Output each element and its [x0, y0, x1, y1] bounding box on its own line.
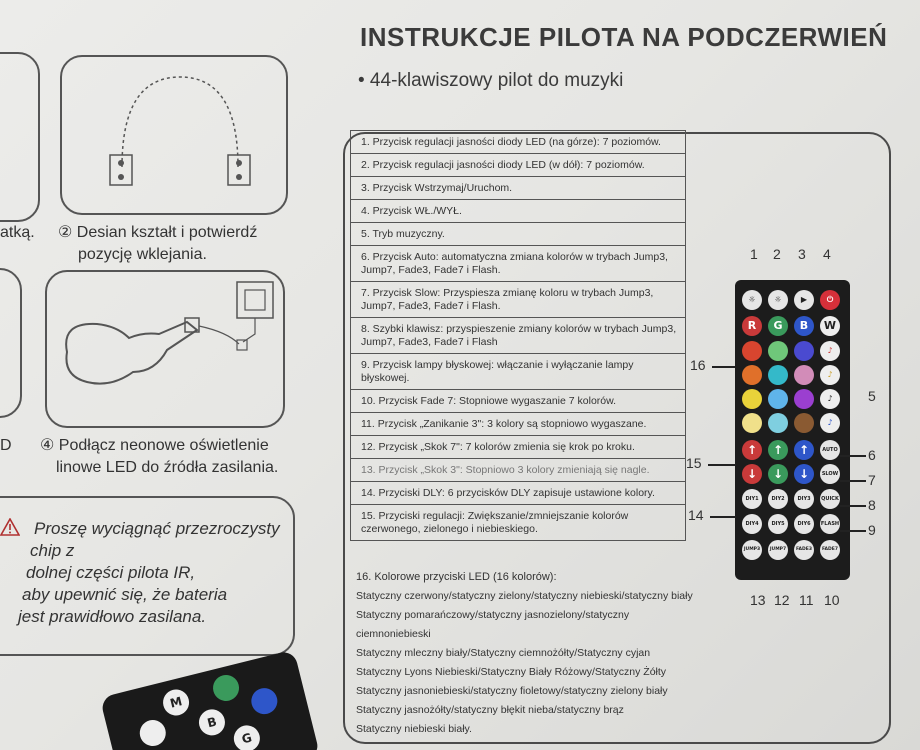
- diy-key: DIY6: [794, 514, 814, 534]
- remote-label-16: 16: [690, 357, 706, 373]
- red-key: R: [742, 316, 762, 336]
- step2-line2: pozycję wklejania.: [78, 246, 207, 263]
- color-key: [742, 389, 762, 409]
- color-list-line: Statyczny jasnożółty/statyczny błękit nieba/statyczny brąz: [356, 704, 624, 716]
- instruction-row: 10. Przycisk Fade 7: Stopniowe wygaszanie 7 kolorów.: [351, 389, 685, 412]
- color-key: [768, 389, 788, 409]
- color-list: [350, 568, 695, 739]
- step2-caption: [58, 222, 298, 266]
- color-key: [794, 389, 814, 409]
- instruction-row: 11. Przycisk „Zanikanie 3": 3 kolory są stopniowo wygaszane.: [351, 412, 685, 435]
- color-list-line: Statyczny Lyons Niebieski/Statyczny Biały Różowy/Statyczny Żółty: [356, 666, 667, 678]
- remote-label-15: 15: [686, 455, 702, 471]
- color-key: [742, 365, 762, 385]
- color-list-line: Statyczny pomarańczowy/statyczny jasnozielony/statyczny: [356, 609, 630, 621]
- warning-line-5: jest prawidłowo zasilana.: [18, 607, 207, 626]
- warning-line-3: dolnej części pilota IR,: [26, 563, 196, 582]
- remote-photo-color-2: [249, 685, 281, 717]
- instruction-row: 6. Przycisk Auto: automatyczna zmiana kolorów w trybach Jump3, Jump7, Fade3, Fade7 i Flash.: [351, 245, 685, 281]
- diy-key: DIY4: [742, 514, 762, 534]
- remote-label-9: 9: [868, 522, 876, 538]
- neon-guitar-illustration: [47, 272, 287, 430]
- instruction-row: 8. Szybki klawisz: przyspieszenie zmiany kolorów w trybach Jump3, Jump7, Fade3, Fade7 i Flash: [351, 317, 685, 353]
- remote-label-7: 7: [868, 472, 876, 488]
- instruction-row: 14. Przyciski DLY: 6 przycisków DLY zapisuje ustawione kolory.: [351, 481, 685, 504]
- color-key: [742, 341, 762, 361]
- brightness-down-icon: ☼: [768, 290, 788, 310]
- color-key: [768, 413, 788, 433]
- color-key: [794, 365, 814, 385]
- instruction-row: 9. Przycisk lampy błyskowej: włączanie i wyłączanie lampy błyskowej.: [351, 353, 685, 389]
- auto-key: AUTO: [820, 440, 840, 460]
- green-key: G: [768, 316, 788, 336]
- jump3-key: JUMP3: [742, 540, 762, 560]
- step4-line1: Podłącz neonowe oświetlenie: [58, 437, 269, 454]
- music-icon: ♪: [820, 341, 840, 361]
- warning-line-4: aby upewnić się, że bateria: [22, 585, 228, 604]
- callout-line-15: [708, 464, 736, 466]
- color-key: [742, 413, 762, 433]
- step4-marker: ④: [40, 437, 55, 454]
- remote-label-1: 1: [750, 246, 758, 262]
- remote-photo-key-b: B: [196, 707, 228, 739]
- music-icon: ♪: [820, 413, 840, 433]
- remote-label-3: 3: [798, 246, 806, 262]
- remote-photo: [100, 649, 321, 750]
- arrow-up-icon: ↑: [768, 440, 788, 460]
- color-list-line: Statyczny mleczny biały/Statyczny ciemnożółty/Statyczny cyjan: [356, 647, 651, 659]
- callout-line-8: [840, 505, 866, 507]
- step2-marker: ②: [58, 224, 73, 241]
- color-list-line: Statyczny niebieski biały.: [356, 723, 472, 735]
- color-list-line: ciemnoniebieski: [356, 628, 431, 640]
- step3-text-fragment: D: [0, 437, 12, 454]
- instruction-row: 5. Tryb muzyczny.: [351, 222, 685, 245]
- white-key: W: [820, 316, 840, 336]
- arrow-down-icon: ↓: [742, 464, 762, 484]
- play-pause-icon: ▶: [794, 290, 814, 310]
- step2-illustration-box: [60, 55, 288, 215]
- diy-key: DIY3: [794, 489, 814, 509]
- color-list-line: Statyczny czerwony/statyczny zielony/statyczny niebieski/statyczny biały: [356, 590, 693, 602]
- remote-label-12: 12: [774, 592, 790, 608]
- step2-line1: Desian kształt i potwierdź: [76, 224, 258, 241]
- instructions-table: [350, 130, 686, 541]
- warning-line-2: chip z: [30, 541, 75, 560]
- remote-label-10: 10: [824, 592, 840, 608]
- step3-illustration-box: [0, 268, 22, 418]
- remote-photo-power-icon: [137, 717, 169, 749]
- arrow-up-icon: ↑: [742, 440, 762, 460]
- fade3-key: FADE3: [794, 540, 814, 560]
- step4-illustration-box: [45, 270, 285, 428]
- arrow-up-icon: ↑: [794, 440, 814, 460]
- instruction-row: 3. Przycisk Wstrzymaj/Uruchom.: [351, 176, 685, 199]
- color-key: [794, 341, 814, 361]
- callout-line-16: [712, 366, 735, 368]
- callout-line-7: [840, 480, 866, 482]
- remote-photo-key-g: G: [231, 723, 263, 750]
- remote-label-13: 13: [750, 592, 766, 608]
- step4-caption: [40, 435, 300, 479]
- remote-body: [735, 280, 850, 580]
- remote-photo-key-m: M: [160, 687, 192, 719]
- color-key: [768, 341, 788, 361]
- remote-label-6: 6: [868, 447, 876, 463]
- blue-key: B: [794, 316, 814, 336]
- step4-line2: linowe LED do źródła zasilania.: [56, 459, 279, 476]
- instruction-row: 13. Przycisk „Skok 3": Stopniowo 3 kolory zmieniają się nagle.: [351, 458, 685, 481]
- music-icon: ♪: [820, 365, 840, 385]
- diy-key: DIY1: [742, 489, 762, 509]
- color-key: [768, 365, 788, 385]
- remote-photo-color-1: [210, 672, 242, 704]
- remote-label-8: 8: [868, 497, 876, 513]
- brightness-up-icon: ☼: [742, 290, 762, 310]
- remote-label-11: 11: [799, 592, 814, 608]
- slow-key: SLOW: [820, 464, 840, 484]
- flash-key: FLASH: [820, 514, 840, 534]
- remote-label-5: 5: [868, 388, 876, 404]
- step1-illustration-box: [0, 52, 40, 222]
- arrow-down-icon: ↓: [794, 464, 814, 484]
- warning-icon: [0, 518, 20, 536]
- color-key: [794, 413, 814, 433]
- diy-key: DIY5: [768, 514, 788, 534]
- remote-label-4: 4: [823, 246, 831, 262]
- quick-key: QUICK: [820, 489, 840, 509]
- instruction-row: 7. Przycisk Slow: Przyspiesza zmianę koloru w trybach Jump3, Jump7, Fade3, Fade7 i Flash.: [351, 281, 685, 317]
- page-title: INSTRUKCJE PILOTA NA PODCZERWIEŃ: [360, 22, 888, 52]
- instruction-row: 15. Przyciski regulacji: Zwiększanie/zmniejszanie kolorów czerwonego, zielonego i niebieskiego.: [351, 504, 685, 541]
- page-subtitle: • 44-klawiszowy pilot do muzyki: [358, 70, 624, 91]
- warning-line-1: Proszę wyciągnąć przezroczysty: [34, 519, 280, 538]
- jump7-key: JUMP7: [768, 540, 788, 560]
- instruction-row: 4. Przycisk WŁ./WYŁ.: [351, 199, 685, 222]
- diy-key: DIY2: [768, 489, 788, 509]
- remote-label-2: 2: [773, 246, 781, 262]
- warning-text: [20, 518, 290, 628]
- callout-line-9: [840, 530, 866, 532]
- instruction-row: 1. Przycisk regulacji jasności diody LED (na górze): 7 poziomów.: [351, 130, 685, 153]
- color-list-line: Statyczny jasnoniebieski/statyczny fioletowy/statyczny zielony biały: [356, 685, 668, 697]
- callout-line-6: [840, 455, 866, 457]
- step1-text-fragment: atką.: [0, 224, 35, 241]
- remote-label-14: 14: [688, 507, 704, 523]
- fade7-key: FADE7: [820, 540, 840, 560]
- arrow-down-icon: ↓: [768, 464, 788, 484]
- callout-line-14: [710, 516, 736, 518]
- power-icon: ⏻: [820, 290, 840, 310]
- instruction-row: 12. Przycisk „Skok 7": 7 kolorów zmienia się krok po kroku.: [351, 435, 685, 458]
- neon-arc-illustration: [62, 57, 290, 217]
- music-icon: ♪: [820, 389, 840, 409]
- instruction-row: 2. Przycisk regulacji jasności diody LED (w dół): 7 poziomów.: [351, 153, 685, 176]
- color-list-heading: 16. Kolorowe przyciski LED (16 kolorów):: [356, 571, 557, 583]
